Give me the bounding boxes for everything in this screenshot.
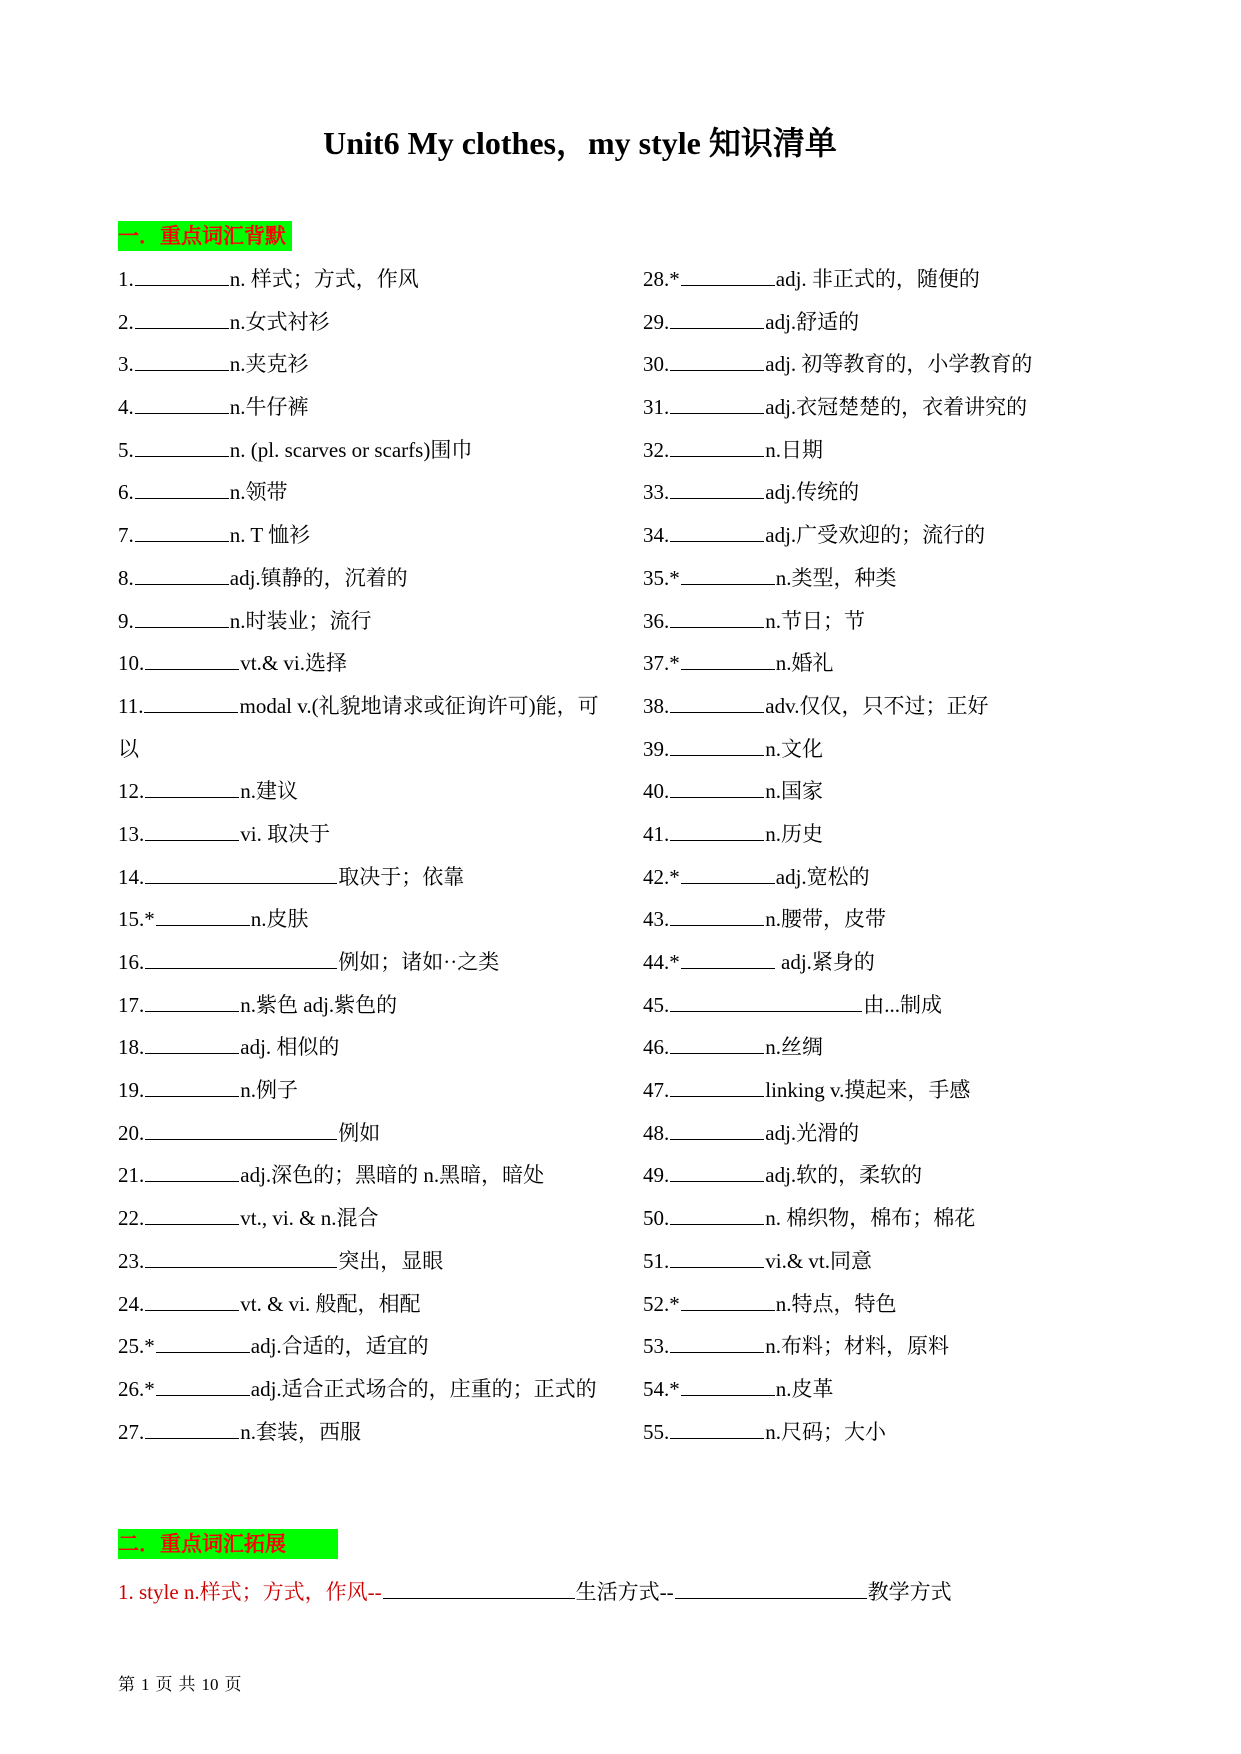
vocab-item-number: 13. (118, 821, 145, 846)
vocab-item-definition: 取决于；依靠 (338, 864, 465, 889)
vocab-item-number: 29. (643, 309, 670, 334)
vocab-item (643, 429, 1113, 472)
vocab-item-definition: n.皮肤 (250, 907, 309, 932)
vocab-item-number: 33. (643, 480, 670, 505)
vocab-item-number: 32. (643, 437, 670, 462)
answer-blank[interactable] (383, 1574, 575, 1599)
vocab-item-number: 5. (118, 437, 134, 462)
vocab-item-number: 3. (118, 352, 134, 377)
vocab-item (643, 301, 1113, 344)
vocab-item-number: 18. (118, 1035, 145, 1060)
vocab-item-definition: adj.深色的；黑暗的 n.黑暗，暗处 (240, 1163, 545, 1188)
vocab-item (643, 1240, 1113, 1283)
vocab-item-number: 41. (643, 821, 670, 846)
vocab-item (118, 258, 603, 301)
vocab-item (118, 471, 603, 514)
vocab-item (643, 685, 1113, 728)
answer-blank[interactable] (145, 1157, 239, 1182)
section-heading-vocab: 一．重点词汇背默 (118, 221, 292, 251)
vocab-item (643, 1154, 1113, 1197)
vocab-item-number: 38. (643, 693, 670, 718)
answer-blank[interactable] (670, 1328, 764, 1353)
vocab-item-definition: n.牛仔裤 (229, 395, 309, 420)
vocab-item-number: 22. (118, 1206, 145, 1231)
vocab-item-definition: modal v.(礼貌地请求或征询许可)能，可以 (118, 693, 599, 761)
answer-blank[interactable] (675, 1574, 867, 1599)
vocab-item-definition: n.日期 (765, 437, 823, 462)
vocab-item-definition: n.特点，特色 (775, 1291, 897, 1316)
vocab-item (118, 1368, 603, 1411)
vocab-item-number: 7. (118, 523, 134, 548)
vocab-item-definition: n. 样式；方式，作风 (229, 267, 419, 291)
answer-blank[interactable] (145, 944, 337, 969)
vocab-item (118, 941, 603, 984)
answer-blank[interactable] (681, 1286, 775, 1311)
vocab-item-number: 9. (118, 608, 134, 633)
answer-blank[interactable] (670, 773, 764, 798)
answer-blank[interactable] (670, 987, 862, 1012)
answer-blank[interactable] (145, 987, 239, 1012)
vocab-item-definition: adj.传统的 (765, 480, 860, 505)
vocab-item-number: 51. (643, 1248, 670, 1273)
vocab-item (643, 343, 1113, 386)
answer-blank[interactable] (670, 1200, 764, 1225)
vocab-item-definition: n.类型，种类 (775, 565, 897, 590)
vocab-item (643, 898, 1113, 941)
vocab-item (118, 1026, 603, 1069)
footer-page-number: 1 (141, 1675, 150, 1694)
vocab-item (643, 600, 1113, 643)
answer-blank[interactable] (145, 1072, 239, 1097)
vocab-item-definition: n.布料；材料，原料 (765, 1334, 949, 1359)
answer-blank[interactable] (156, 1371, 250, 1396)
vocab-item-definition: adj. 初等教育的，小学教育的 (765, 352, 1033, 377)
vocab-item-definition: vi.& vt.同意 (765, 1248, 873, 1273)
vocab-item-definition: n.皮革 (775, 1376, 834, 1401)
vocab-item-definition: adj.衣冠楚楚的，衣着讲究的 (765, 395, 1028, 420)
answer-blank[interactable] (670, 731, 764, 756)
answer-blank[interactable] (670, 603, 764, 628)
answer-blank[interactable] (681, 859, 775, 884)
vocab-item (118, 898, 603, 941)
vocab-item (643, 1197, 1113, 1240)
answer-blank[interactable] (145, 1414, 239, 1439)
vocab-item-definition: linking v.摸起来，手感 (765, 1078, 971, 1103)
answer-blank[interactable] (670, 1243, 764, 1268)
vocab-item (643, 728, 1113, 771)
answer-blank[interactable] (135, 261, 229, 286)
vocab-item-number: 23. (118, 1248, 145, 1273)
vocab-item-number: 26.* (118, 1376, 155, 1401)
answer-blank[interactable] (135, 474, 229, 499)
vocab-item-definition: vt.& vi.选择 (240, 651, 348, 676)
vocab-item-number: 6. (118, 480, 134, 505)
answer-blank[interactable] (670, 346, 764, 371)
vocab-item-number: 15.* (118, 907, 155, 932)
vocab-item-number: 24. (118, 1291, 145, 1316)
vocab-item-definition: vt., vi. & n.混合 (240, 1206, 379, 1231)
vocab-item (643, 1026, 1113, 1069)
vocab-item (118, 557, 603, 600)
answer-blank[interactable] (670, 1115, 764, 1140)
vocab-item-definition: n.历史 (765, 821, 823, 846)
vocab-item (643, 514, 1113, 557)
answer-blank[interactable] (156, 901, 250, 926)
answer-blank[interactable] (670, 1414, 764, 1439)
vocab-item (118, 1069, 603, 1112)
vocab-item-definition: n.文化 (765, 736, 823, 761)
answer-blank[interactable] (135, 432, 229, 457)
answer-blank[interactable] (670, 1072, 764, 1097)
vocab-item (643, 557, 1113, 600)
vocab-item-definition: adj.适合正式场合的，庄重的；正式的 (250, 1376, 597, 1401)
vocab-item (118, 813, 603, 856)
vocab-item-definition: adv.仅仅，只不过；正好 (765, 693, 989, 718)
answer-blank[interactable] (145, 816, 239, 841)
footer-text: 第 (118, 1675, 135, 1694)
vocab-item-definition: vt. & vi. 般配，相配 (240, 1291, 421, 1316)
answer-blank[interactable] (670, 304, 764, 329)
answer-blank[interactable] (681, 645, 775, 670)
vocab-item (118, 1154, 603, 1197)
vocab-item (118, 642, 603, 685)
extension-item-1-prefix: 1. style n.样式；方式，作风-- (118, 1580, 382, 1604)
answer-blank[interactable] (670, 1157, 764, 1182)
vocab-item (118, 1197, 603, 1240)
vocab-item-definition: adj.光滑的 (765, 1120, 860, 1145)
vocab-item-definition: n.时装业；流行 (229, 608, 372, 633)
vocab-item-number: 39. (643, 736, 670, 761)
answer-blank[interactable] (145, 859, 337, 884)
vocab-item (118, 386, 603, 429)
vocab-item-number: 12. (118, 779, 145, 804)
answer-blank[interactable] (670, 901, 764, 926)
footer-total-pages: 10 (201, 1675, 219, 1694)
vocab-item-number: 20. (118, 1120, 145, 1145)
vocab-item-number: 42.* (643, 864, 680, 889)
vocab-item-number: 11. (118, 693, 144, 718)
vocab-item-definition: 例如 (338, 1120, 381, 1145)
vocab-item (118, 514, 603, 557)
answer-blank[interactable] (145, 1286, 239, 1311)
vocab-item-number: 43. (643, 907, 670, 932)
vocab-column-right (643, 258, 1113, 1453)
answer-blank[interactable] (681, 261, 775, 286)
answer-blank[interactable] (135, 560, 229, 585)
vocab-item (643, 770, 1113, 813)
footer-text: 共 (178, 1675, 196, 1694)
section-heading-extension: 二．重点词汇拓展 (118, 1529, 338, 1559)
answer-blank[interactable] (135, 603, 229, 628)
vocab-item-definition: n.尺码；大小 (765, 1419, 886, 1444)
vocab-item (118, 600, 603, 643)
vocab-item (643, 813, 1113, 856)
vocab-item-definition: adj. 相似的 (240, 1035, 340, 1060)
vocab-item-number: 35.* (643, 565, 680, 590)
vocab-item (118, 1112, 603, 1155)
vocab-item-number: 21. (118, 1163, 145, 1188)
vocab-item (118, 1240, 603, 1283)
vocab-item-definition: adj. 非正式的，随便的 (775, 267, 980, 291)
vocab-item-definition: n.节日；节 (765, 608, 865, 633)
vocab-item-number: 54.* (643, 1376, 680, 1401)
vocab-item-number: 50. (643, 1206, 670, 1231)
vocab-item-number: 25.* (118, 1334, 155, 1359)
vocab-item-definition: n.婚礼 (775, 651, 834, 676)
answer-blank[interactable] (681, 1371, 775, 1396)
vocab-item-number: 1. (118, 267, 134, 291)
vocab-item-number: 4. (118, 395, 134, 420)
vocab-item-definition: adj.合适的，适宜的 (250, 1334, 429, 1359)
vocab-item (118, 984, 603, 1027)
vocab-item (643, 642, 1113, 685)
vocab-item-definition: vi. 取决于 (240, 821, 331, 846)
vocab-item-definition: n. 棉织物，棉布；棉花 (765, 1206, 976, 1231)
answer-blank[interactable] (670, 816, 764, 841)
vocab-item-number: 53. (643, 1334, 670, 1359)
vocab-item (643, 1112, 1113, 1155)
vocab-item-number: 31. (643, 395, 670, 420)
answer-blank[interactable] (145, 1029, 239, 1054)
vocab-item (118, 1325, 603, 1368)
vocab-item-definition: n. (pl. scarves or scarfs)围巾 (229, 437, 473, 462)
footer-text: 页 (224, 1675, 242, 1694)
answer-blank[interactable] (681, 944, 775, 969)
vocab-item (643, 1411, 1113, 1454)
vocab-item (643, 984, 1113, 1027)
vocab-item (643, 856, 1113, 899)
vocab-item-number: 46. (643, 1035, 670, 1060)
vocab-item-number: 10. (118, 651, 145, 676)
vocab-item-number: 8. (118, 565, 134, 590)
answer-blank[interactable] (145, 1115, 337, 1140)
vocab-item (118, 429, 603, 472)
vocab-item-definition: adj.紧身的 (775, 950, 875, 974)
vocab-item (643, 471, 1113, 514)
vocab-item-number: 28.* (643, 267, 680, 291)
vocab-item-number: 19. (118, 1078, 145, 1103)
vocab-item-number: 34. (643, 523, 670, 548)
vocab-item (118, 856, 603, 899)
page-title: Unit6 My clothes，my style 知识清单 (323, 125, 837, 161)
footer-text: 页 (155, 1675, 173, 1694)
vocab-item-number: 47. (643, 1078, 670, 1103)
vocab-item-definition: adj.广受欢迎的；流行的 (765, 523, 986, 548)
vocab-item (643, 941, 1113, 984)
answer-blank[interactable] (135, 304, 229, 329)
vocab-item-definition: n.国家 (765, 779, 823, 804)
vocab-item-number: 49. (643, 1163, 670, 1188)
vocab-item-number: 2. (118, 309, 134, 334)
vocab-item-definition: adj.软的，柔软的 (765, 1163, 923, 1188)
vocab-item-number: 14. (118, 864, 145, 889)
answer-blank[interactable] (670, 1029, 764, 1054)
vocab-item-number: 44.* (643, 950, 680, 974)
vocab-item (643, 386, 1113, 429)
answer-blank[interactable] (670, 389, 764, 414)
extension-item-1-mid: 生活方式-- (575, 1580, 674, 1604)
vocab-item-number: 36. (643, 608, 670, 633)
vocab-item (643, 1283, 1113, 1326)
vocab-item-number: 40. (643, 779, 670, 804)
answer-blank[interactable] (135, 389, 229, 414)
vocab-item-number: 27. (118, 1419, 145, 1444)
vocab-item (118, 770, 603, 813)
answer-blank[interactable] (670, 688, 764, 713)
answer-blank[interactable] (145, 645, 239, 670)
answer-blank[interactable] (145, 1243, 337, 1268)
vocab-item (118, 343, 603, 386)
vocab-item-definition: n.丝绸 (765, 1035, 823, 1060)
vocab-item-definition: n.套装，西服 (240, 1419, 361, 1444)
vocab-item (643, 1069, 1113, 1112)
answer-blank[interactable] (144, 688, 238, 713)
vocab-item-definition: 例如；诸如··之类 (338, 950, 500, 975)
vocab-item (643, 1325, 1113, 1368)
vocab-item-number: 37.* (643, 651, 680, 676)
answer-blank[interactable] (135, 346, 229, 371)
extension-item-1 (118, 1574, 952, 1606)
vocab-item-definition: n. T 恤衫 (229, 523, 311, 548)
vocab-item-definition: n.例子 (240, 1078, 298, 1103)
answer-blank[interactable] (670, 474, 764, 499)
vocab-item (643, 258, 1113, 301)
vocab-column-left (118, 258, 603, 1453)
vocab-item-definition: 突出，显眼 (338, 1248, 444, 1273)
vocab-item-number: 52.* (643, 1291, 680, 1316)
answer-blank[interactable] (145, 773, 239, 798)
vocab-item-definition: 由...制成 (863, 992, 942, 1017)
vocab-item (118, 685, 603, 770)
vocab-item-definition: adj.镇静的，沉着的 (229, 565, 408, 590)
vocab-item-number: 16. (118, 950, 145, 975)
vocab-item-definition: n.紫色 adj.紫色的 (240, 992, 398, 1017)
page-footer (118, 1670, 248, 1695)
vocab-item-number: 17. (118, 992, 145, 1017)
answer-blank[interactable] (145, 1200, 239, 1225)
vocab-item (118, 1411, 603, 1454)
vocab-item-definition: adj.宽松的 (775, 864, 870, 889)
answer-blank[interactable] (670, 517, 764, 542)
answer-blank[interactable] (135, 517, 229, 542)
vocab-item-number: 30. (643, 352, 670, 377)
vocab-item-number: 55. (643, 1419, 670, 1444)
vocab-item-definition: n.腰带，皮带 (765, 907, 886, 932)
extension-item-1-end: 教学方式 (867, 1580, 952, 1604)
vocab-item-number: 45. (643, 992, 670, 1017)
vocab-item (643, 1368, 1113, 1411)
vocab-item-definition: n.夹克衫 (229, 352, 309, 377)
vocab-item-definition: adj.舒适的 (765, 309, 860, 334)
vocab-item (118, 301, 603, 344)
answer-blank[interactable] (156, 1328, 250, 1353)
vocab-item-definition: n.女式衬衫 (229, 309, 330, 334)
vocab-item-number: 48. (643, 1120, 670, 1145)
answer-blank[interactable] (670, 432, 764, 457)
vocab-item (118, 1283, 603, 1326)
vocab-item-definition: n.建议 (240, 779, 298, 804)
vocab-item-definition: n.领带 (229, 480, 288, 505)
answer-blank[interactable] (681, 560, 775, 585)
